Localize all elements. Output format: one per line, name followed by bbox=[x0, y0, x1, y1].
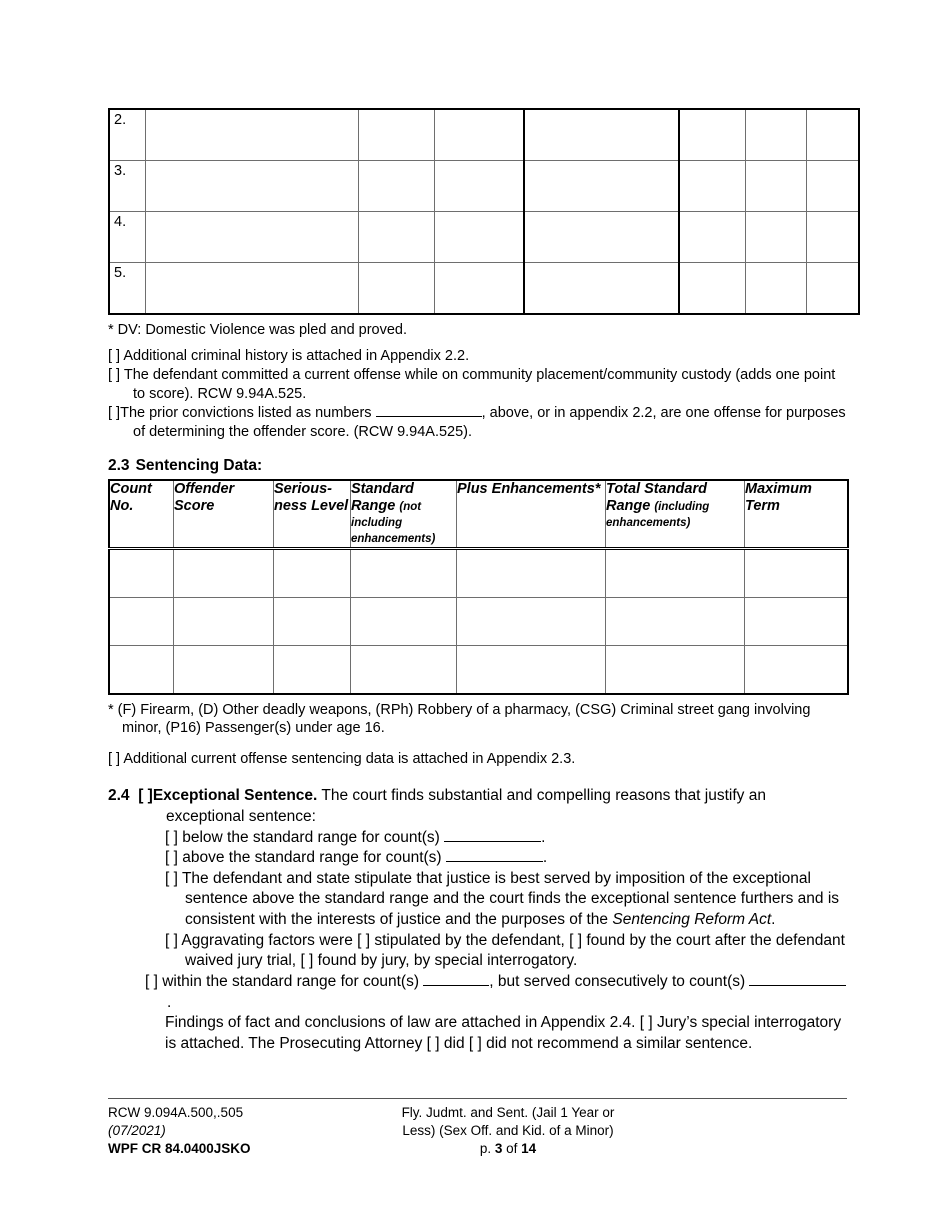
plus-enhancements-cell[interactable] bbox=[457, 646, 606, 695]
section-number: 2.3 bbox=[108, 457, 130, 475]
checkbox-label: Additional criminal history is attached in Appendix 2.2. bbox=[123, 348, 470, 365]
column-header-offender-score bbox=[174, 480, 274, 549]
checkbox-icon[interactable]: [ ] bbox=[108, 348, 121, 365]
sentencing-date-cell[interactable] bbox=[435, 212, 525, 263]
column-header-count-no bbox=[109, 480, 174, 549]
footer-title-line-1: Fly. Judmt. and Sent. (Jail 1 Year or bbox=[401, 1105, 615, 1120]
checkbox-icon[interactable]: [ ] bbox=[165, 869, 178, 887]
section-2-3-heading bbox=[108, 457, 847, 475]
count-no-cell[interactable] bbox=[109, 646, 174, 695]
header-subtext: (including enhancements) bbox=[606, 500, 710, 529]
page-footer bbox=[108, 1098, 847, 1159]
maximum-term-cell[interactable] bbox=[745, 598, 849, 646]
court-cell[interactable] bbox=[524, 161, 679, 212]
total-standard-range-cell[interactable] bbox=[606, 549, 745, 598]
page-total: 14 bbox=[521, 1141, 537, 1157]
type-cell[interactable] bbox=[746, 109, 807, 161]
count-no-cell[interactable] bbox=[109, 549, 174, 598]
findings-part-2: Jury’s special interrogatory is attached. The Prosecuting Attorney bbox=[165, 1014, 842, 1052]
checkbox-icon[interactable]: [ ] bbox=[108, 366, 121, 383]
section-lead-text: The court finds substantial and compelling reasons that justify an exceptional sentence: bbox=[166, 787, 766, 826]
date-cell[interactable] bbox=[359, 161, 435, 212]
standard-range-cell[interactable] bbox=[351, 549, 457, 598]
section-title: Exceptional Sentence. bbox=[152, 787, 318, 805]
header-text: Total Standard Range bbox=[606, 481, 707, 514]
footnote-line-1: * (F) Firearm, (D) Other deadly weapons, (RPh) Robbery of a pharmacy, (CSG) Criminal street gang involving bbox=[108, 702, 811, 719]
maximum-term-cell[interactable] bbox=[745, 646, 849, 695]
dv-cell[interactable] bbox=[807, 161, 860, 212]
offense-cell[interactable] bbox=[146, 263, 359, 315]
section-title: Sentencing Data: bbox=[135, 457, 263, 475]
total-standard-range-cell[interactable] bbox=[606, 598, 745, 646]
checkbox-row-aggravating-factors[interactable] bbox=[165, 931, 847, 972]
findings-part-4: did not recommend a similar sentence. bbox=[481, 1034, 753, 1052]
header-text: Offender Score bbox=[174, 481, 235, 514]
checkbox-label: The defendant committed a current offense while on community placement/community custody (adds one point to score). RCW 9.94A.525. bbox=[123, 366, 836, 402]
label-part-2: stipulated by the defendant, bbox=[370, 931, 570, 949]
checkbox-label-after: . bbox=[541, 828, 546, 846]
section-2-4 bbox=[108, 786, 847, 1054]
checkbox-icon[interactable]: [ ] bbox=[165, 931, 178, 949]
enhancement-footnote bbox=[108, 701, 847, 737]
table-row bbox=[109, 646, 848, 695]
section-number: 2.4 bbox=[108, 787, 130, 805]
checkbox-label-after: . bbox=[542, 849, 548, 867]
footer-rcw: RCW 9.094A.500,.505 bbox=[108, 1105, 244, 1120]
plus-enhancements-cell[interactable] bbox=[457, 598, 606, 646]
column-header-seriousness-level bbox=[274, 480, 351, 549]
header-text: Count No. bbox=[110, 481, 152, 514]
row-number-cell: 2. bbox=[109, 109, 146, 161]
page-number: 3 bbox=[494, 1141, 503, 1157]
column-header-maximum-term bbox=[745, 480, 849, 549]
checkbox-icon-did-recommend[interactable]: [ ] bbox=[426, 1034, 440, 1052]
checkbox-icon[interactable]: [ ] bbox=[108, 750, 121, 767]
footnote-line-2: minor, (P16) Passenger(s) under age 16. bbox=[122, 720, 385, 737]
standard-range-cell[interactable] bbox=[351, 598, 457, 646]
above-count-blank[interactable] bbox=[446, 861, 543, 862]
row-number-cell: 4. bbox=[109, 212, 146, 263]
seriousness-level-cell[interactable] bbox=[274, 598, 351, 646]
date-cell[interactable] bbox=[359, 263, 435, 315]
dv-footnote: * DV: Domestic Violence was pled and proved. bbox=[108, 322, 408, 338]
adult-juv-cell[interactable] bbox=[679, 212, 746, 263]
table-row bbox=[109, 549, 848, 598]
maximum-term-cell[interactable] bbox=[745, 549, 849, 598]
column-header-total-standard-range bbox=[606, 480, 745, 549]
total-standard-range-cell[interactable] bbox=[606, 646, 745, 695]
dv-cell[interactable] bbox=[807, 263, 860, 315]
row-number-cell: 5. bbox=[109, 263, 146, 315]
sentencing-date-cell[interactable] bbox=[435, 109, 525, 161]
checkbox-label-before: below the standard range for count(s) bbox=[177, 828, 445, 846]
page-mid: of bbox=[502, 1141, 522, 1157]
standard-range-cell[interactable] bbox=[351, 646, 457, 695]
table-row bbox=[109, 109, 859, 161]
findings-part-1: Findings of fact and conclusions of law are attached in Appendix 2.4. bbox=[165, 1014, 640, 1032]
section-2-4-heading bbox=[108, 786, 847, 827]
sentencing-data-table bbox=[108, 479, 849, 695]
header-text: Standard Range bbox=[351, 481, 414, 514]
checkbox-row-below-standard-range[interactable] bbox=[108, 828, 847, 849]
seriousness-level-cell[interactable] bbox=[274, 549, 351, 598]
header-text: Serious-ness Level bbox=[274, 481, 349, 514]
label-part-4: found by jury, by special interrogatory. bbox=[313, 952, 578, 970]
offender-score-cell[interactable] bbox=[174, 598, 274, 646]
table-row bbox=[109, 263, 859, 315]
checkbox-label-before: The prior convictions listed as numbers bbox=[120, 404, 376, 421]
label-part-3: . bbox=[167, 993, 172, 1011]
checkbox-row-appendix-2-3[interactable] bbox=[108, 750, 847, 769]
checkbox-icon[interactable]: [ ] bbox=[145, 972, 158, 990]
findings-paragraph bbox=[165, 1013, 847, 1054]
column-header-standard-range bbox=[351, 480, 457, 549]
table-row bbox=[109, 161, 859, 212]
date-cell[interactable] bbox=[359, 212, 435, 263]
checkbox-icon-found-by-court[interactable]: [ ] bbox=[569, 931, 583, 949]
offense-cell[interactable] bbox=[146, 109, 359, 161]
checkbox-icon[interactable]: [ ] bbox=[138, 787, 153, 805]
checkbox-icon[interactable]: [ ] bbox=[165, 849, 178, 867]
type-cell[interactable] bbox=[746, 161, 807, 212]
offender-score-cell[interactable] bbox=[174, 549, 274, 598]
type-cell[interactable] bbox=[746, 263, 807, 315]
checkbox-row-stipulate[interactable] bbox=[165, 869, 847, 931]
header-text: Maximum Term bbox=[745, 481, 812, 514]
within-count-blank[interactable] bbox=[423, 985, 489, 986]
footer-center-column bbox=[358, 1104, 658, 1159]
checkbox-row-above-standard-range[interactable] bbox=[108, 848, 847, 869]
prior-convictions-blank[interactable] bbox=[376, 416, 482, 417]
dv-cell[interactable] bbox=[807, 109, 860, 161]
checkbox-row-within-standard-range[interactable] bbox=[145, 972, 847, 1013]
checkbox-row-prior-convictions[interactable] bbox=[108, 404, 847, 442]
below-count-blank[interactable] bbox=[444, 841, 541, 842]
footer-divider bbox=[108, 1098, 847, 1099]
label-part-1: Aggravating factors were bbox=[177, 931, 358, 949]
plus-enhancements-cell[interactable] bbox=[457, 549, 606, 598]
footer-left-column bbox=[108, 1104, 358, 1159]
checkbox-row-community-placement[interactable] bbox=[108, 366, 847, 404]
checkbox-icon[interactable]: [ ] bbox=[165, 828, 178, 846]
court-cell[interactable] bbox=[524, 212, 679, 263]
table-row bbox=[109, 212, 859, 263]
findings-part-3: did bbox=[439, 1034, 469, 1052]
footer-page-indicator bbox=[358, 1140, 658, 1158]
consecutive-count-blank[interactable] bbox=[749, 985, 846, 986]
header-subtext: (not including enhancements) bbox=[351, 500, 436, 546]
sentencing-date-cell[interactable] bbox=[435, 263, 525, 315]
header-text: Plus Enhancements* bbox=[457, 481, 601, 498]
checkbox-label-after: . bbox=[771, 911, 776, 929]
sentencing-date-cell[interactable] bbox=[435, 161, 525, 212]
checkbox-row-additional-history[interactable] bbox=[108, 347, 847, 366]
offense-cell[interactable] bbox=[146, 212, 359, 263]
offense-cell[interactable] bbox=[146, 161, 359, 212]
footer-title-line-2: Less) (Sex Off. and Kid. of a Minor) bbox=[402, 1123, 614, 1139]
checkbox-icon[interactable]: [ ] bbox=[108, 404, 121, 421]
sentencing-reform-act-citation: Sentencing Reform Act bbox=[612, 911, 772, 929]
type-cell[interactable] bbox=[746, 212, 807, 263]
checkbox-label-after: , above, or in appendix 2.2, are one offense for purposes of determining the offender score. (RCW 9.94A.525). bbox=[133, 404, 846, 440]
dv-cell[interactable] bbox=[807, 212, 860, 263]
page-prefix: p. bbox=[479, 1141, 495, 1157]
adult-juv-cell[interactable] bbox=[679, 109, 746, 161]
checkbox-icon-did-not-recommend[interactable]: [ ] bbox=[468, 1034, 482, 1052]
offender-score-cell[interactable] bbox=[174, 646, 274, 695]
checkbox-label-before: above the standard range for count(s) bbox=[177, 849, 446, 867]
label-part-1: within the standard range for count(s) bbox=[157, 972, 424, 990]
checkbox-icon-stipulated[interactable]: [ ] bbox=[357, 931, 371, 949]
court-cell[interactable] bbox=[524, 263, 679, 315]
count-no-cell[interactable] bbox=[109, 598, 174, 646]
label-part-2: , but served consecutively to count(s) bbox=[489, 972, 750, 990]
page-content bbox=[108, 108, 847, 1054]
label-part-3: found by the court after the defendant waived jury trial, bbox=[185, 931, 845, 970]
footer-date: (07/2021) bbox=[108, 1123, 166, 1139]
column-header-plus-enhancements bbox=[457, 480, 606, 549]
criminal-history-checkbox-list bbox=[108, 347, 847, 441]
checkbox-icon-found-by-jury[interactable]: [ ] bbox=[300, 952, 314, 970]
seriousness-level-cell[interactable] bbox=[274, 646, 351, 695]
adult-juv-cell[interactable] bbox=[679, 263, 746, 315]
court-cell[interactable] bbox=[524, 109, 679, 161]
table-header-row bbox=[109, 480, 848, 549]
date-cell[interactable] bbox=[359, 109, 435, 161]
footer-form-number: WPF CR 84.0400JSKO bbox=[108, 1141, 251, 1157]
adult-juv-cell[interactable] bbox=[679, 161, 746, 212]
row-number-cell: 3. bbox=[109, 161, 146, 212]
table-row bbox=[109, 598, 848, 646]
checkbox-label: Additional current offense sentencing data is attached in Appendix 2.3. bbox=[123, 750, 576, 767]
checkbox-label-before: The defendant and state stipulate that justice is best served by imposition of the exceptional sentence above the standard range and the court finds the exceptional sentence furthers and is consistent with the interests of justice and the purposes of the bbox=[177, 869, 840, 929]
checkbox-icon-jury-interrogatory[interactable]: [ ] bbox=[639, 1014, 653, 1032]
criminal-history-table bbox=[108, 108, 860, 315]
